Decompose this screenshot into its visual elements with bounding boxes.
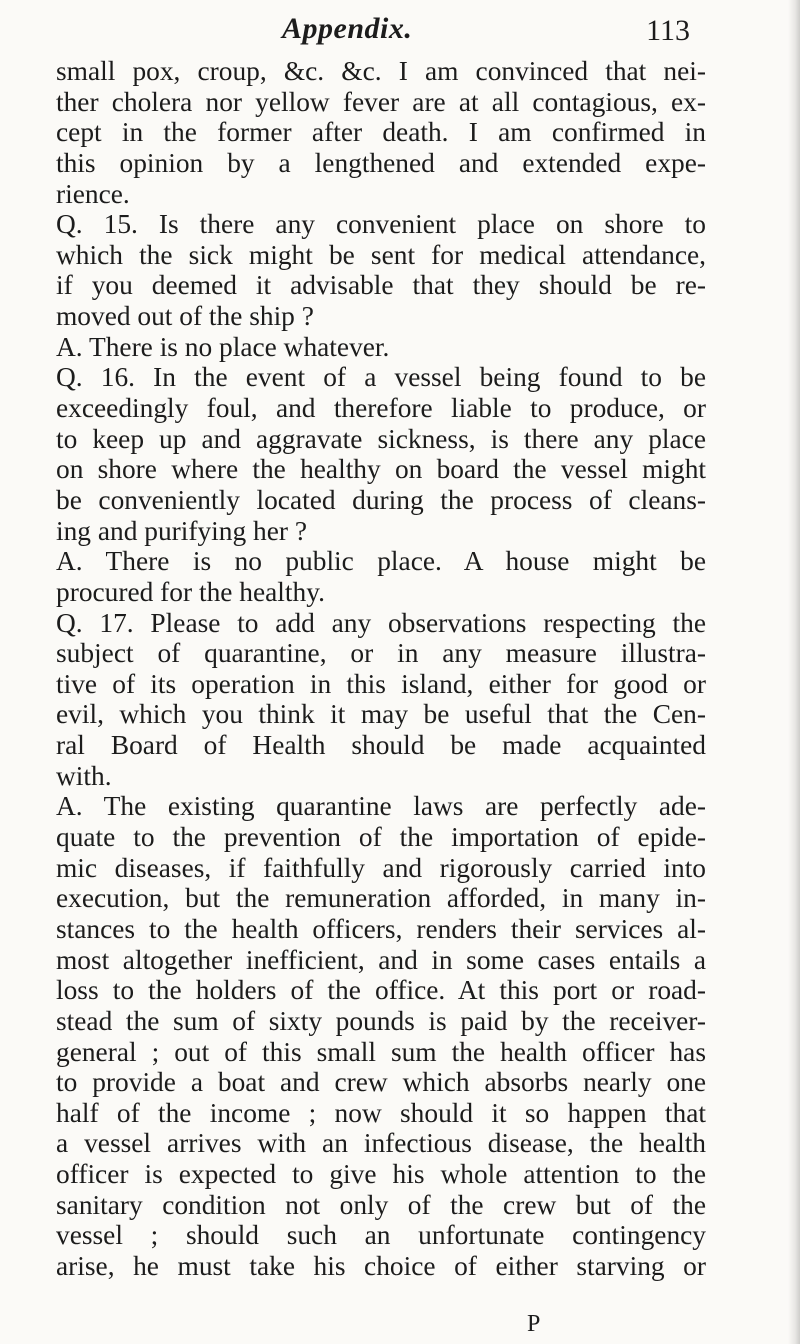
text-line: small pox, croup, &c. &c. I am convinced that nei- [56,56,706,86]
text-line: rience. [56,178,130,209]
question-16: Q. 16. In the event of a vessel being found to be [56,362,706,393]
text-line: half of the income ; now should it so happen that [56,1097,706,1128]
text-line: a vessel arrives with an infectious disease, the health [56,1128,706,1159]
question-15: Q. 15. Is there any convenient place on shore to [56,209,706,240]
text-line: with. [56,760,112,791]
text-line: tive of its operation in this island, either for good or [56,668,706,699]
text-line: stances to the health officers, renders their services al- [56,913,706,944]
answer-17: A. The existing quarantine laws are perfectly ade- [56,791,706,822]
body-text [56,56,706,1282]
text-line: subject of quarantine, or in any measure illustra- [56,638,706,669]
page-edge-shadow [788,0,800,1344]
text-line: arise, he must take his choice of either starving or [56,1250,706,1281]
text-line: mic diseases, if faithfully and rigorously carried into [56,852,706,883]
text-line: general ; out of this small sum the health officer has [56,1036,706,1067]
text-line: most altogether inefficient, and in some cases entails a [56,944,706,975]
text-line: to keep up and aggravate sickness, is there any place [56,423,706,454]
text-line: moved out of the ship ? [56,301,314,332]
page-header [60,10,690,54]
text-line: to provide a boat and crew which absorbs nearly one [56,1067,706,1098]
text-line: sanitary condition not only of the crew but of the [56,1189,706,1220]
signature-mark: P [527,1311,541,1337]
text-line: evil, which you think it may be useful that the Cen- [56,699,706,730]
text-line: be conveniently located during the process of cleans- [56,484,706,515]
text-line: cept in the former after death. I am confirmed in [56,117,706,148]
text-line: loss to the holders of the office. At this port or road- [56,975,706,1006]
answer-15: A. There is no place whatever. [56,331,390,362]
text-line: ther cholera nor yellow fever are at all contagious, ex- [56,86,706,117]
running-head: Appendix. [282,12,413,45]
text-line: ing and purifying her ? [56,515,308,546]
text-line: quate to the prevention of the importation of epide- [56,822,706,853]
text-line: officer is expected to give his whole attention to the [56,1159,706,1190]
text-line: execution, but the remuneration afforded, in many in- [56,883,706,914]
text-line: vessel ; should such an unfortunate contingency [56,1220,706,1251]
text-line: procured for the healthy. [56,576,325,607]
text-line: if you deemed it advisable that they should be re- [56,270,706,301]
text-line: ral Board of Health should be made acquainted [56,730,706,761]
text-line: this opinion by a lengthened and extended expe- [56,147,706,178]
text-line: exceedingly foul, and therefore liable to produce, or [56,393,706,424]
text-line: on shore where the healthy on board the vessel might [56,454,706,485]
answer-16: A. There is no public place. A house might be [56,546,706,577]
text-line: stead the sum of sixty pounds is paid by the receiver- [56,1005,706,1036]
page-number: 113 [646,14,690,47]
question-17: Q. 17. Please to add any observations respecting the [56,607,706,638]
text-line: which the sick might be sent for medical attendance, [56,239,706,270]
